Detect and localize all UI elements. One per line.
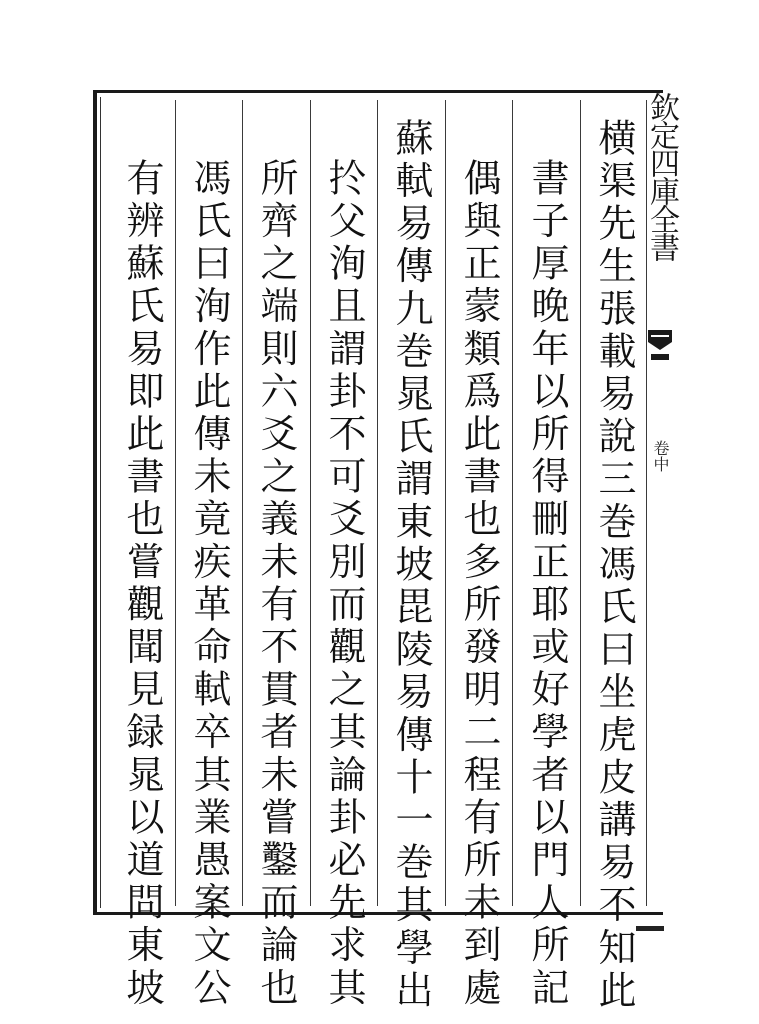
text-column-7 <box>177 118 241 1010</box>
column-text: 横渠先生張載易說三巻馮氏曰坐虎皮講易不知此 <box>592 118 636 1013</box>
column-rule <box>242 100 243 906</box>
column-text: 馮氏曰洵作此傳未竟疾革命軾卒其業愚案文公 <box>187 158 231 1010</box>
column-rule <box>175 100 176 906</box>
text-column-8 <box>110 118 174 1010</box>
column-text: 扵父洵且謂卦不可爻別而觀之其論卦必先求其 <box>322 158 366 1010</box>
column-rule <box>580 100 581 906</box>
page-number-mark-icon <box>636 924 664 932</box>
column-rule <box>377 100 378 906</box>
inner-border-line <box>100 97 101 908</box>
text-column-4 <box>379 118 443 1013</box>
column-text: 有辨蘇氏易即此書也嘗觀聞見録晁以道問東坡 <box>120 158 164 1010</box>
collection-title: 欽定四庫全書 <box>644 92 679 260</box>
column-rule <box>512 100 513 906</box>
column-text: 偶與正蒙類爲此書也多所發明二程有所未到處 <box>457 158 501 1010</box>
fish-tail-mark-icon <box>646 328 674 362</box>
column-rule <box>310 100 311 906</box>
column-rule <box>445 100 446 906</box>
text-column-3 <box>447 118 511 1010</box>
volume-label: 卷中 <box>651 440 670 472</box>
column-text: 書子厚晚年以所得刪正耶或好學者以門人所記 <box>525 158 569 1010</box>
column-text: 所齊之端則六爻之義未有不貫者未嘗鑿而論也 <box>254 158 298 1010</box>
column-text: 蘇軾易傳九巻晁氏謂東坡毘陵易傳十一巻其學出 <box>389 118 433 1013</box>
text-column-2 <box>515 118 579 1010</box>
text-column-5 <box>312 118 376 1010</box>
text-column-1 <box>582 118 646 1013</box>
text-column-6 <box>244 118 308 1010</box>
